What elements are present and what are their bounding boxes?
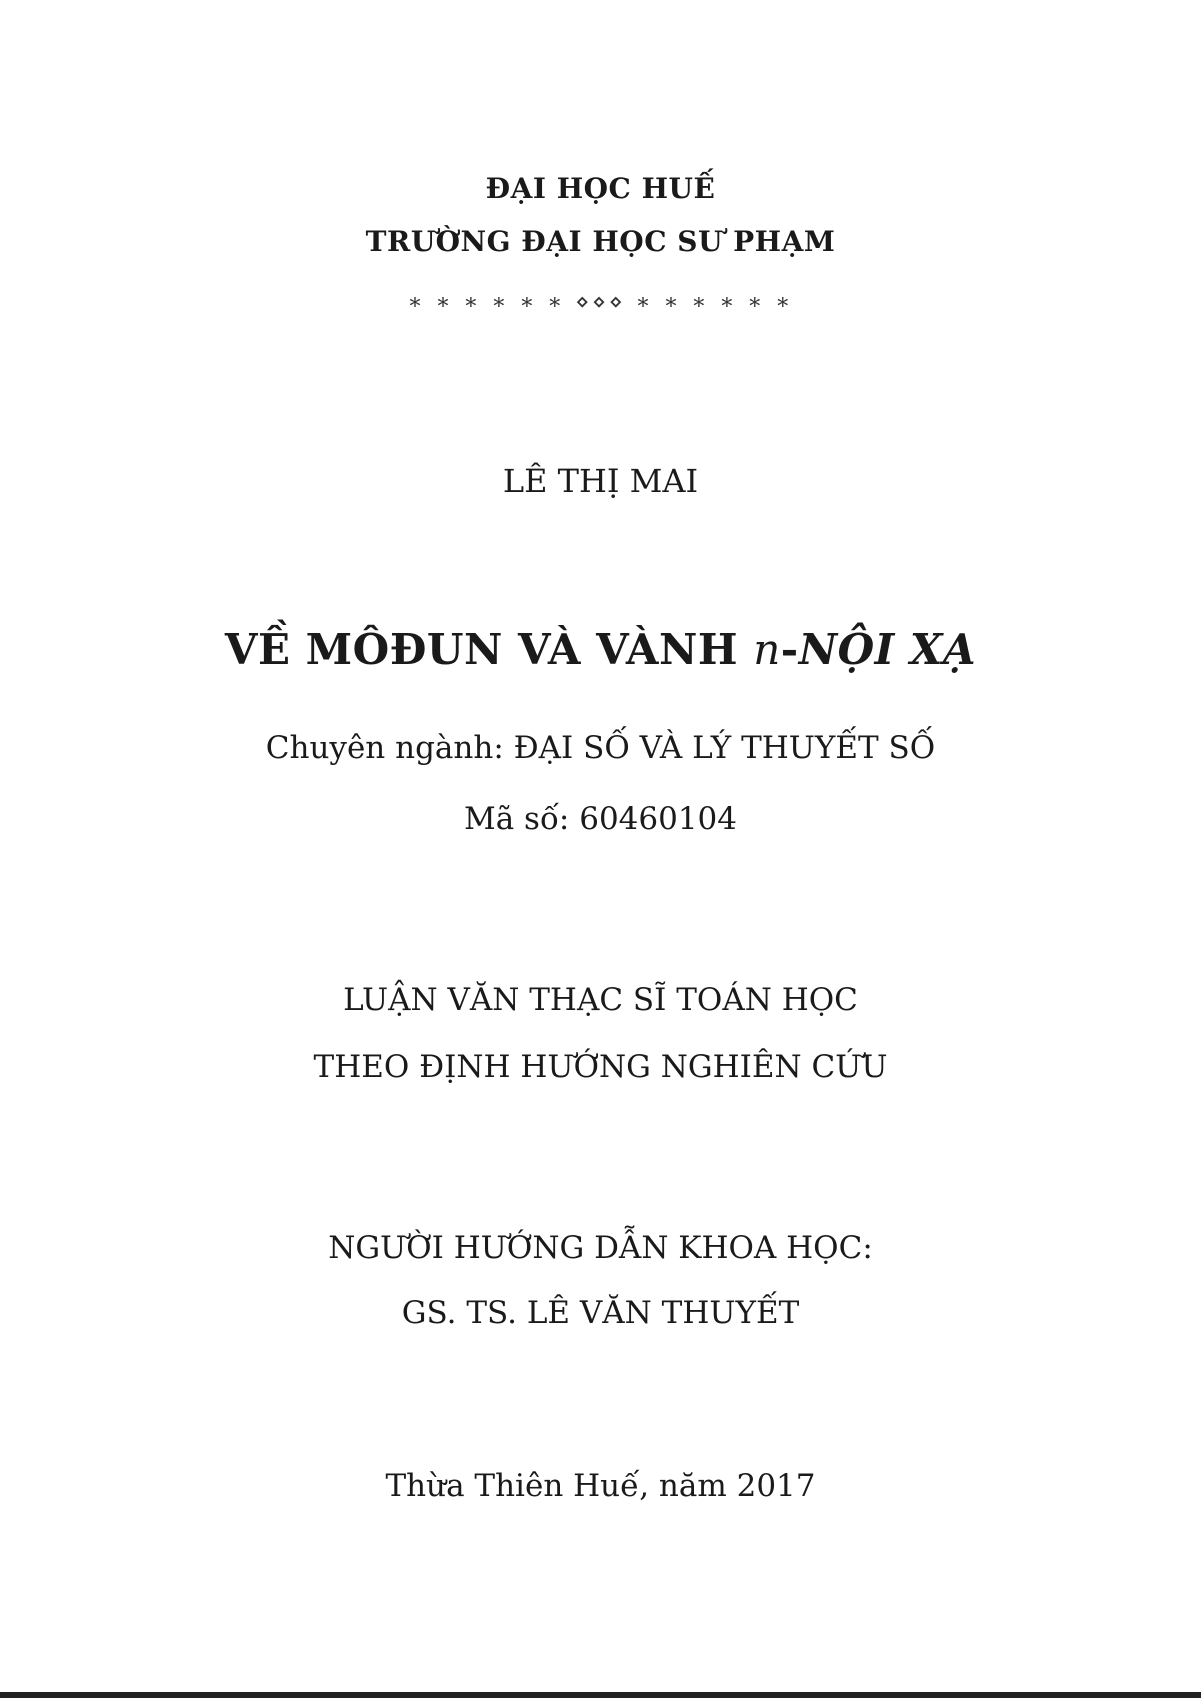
- faculty-name: TRƯỜNG ĐẠI HỌC SƯ PHẠM: [365, 225, 836, 258]
- place-year: Thừa Thiên Huế, năm 2017: [385, 1468, 816, 1504]
- thesis-title: [0, 625, 1201, 674]
- advisor-name: GS. TS. LÊ VĂN THUYẾT: [401, 1295, 800, 1331]
- advisor-label: NGƯỜI HƯỚNG DẪN KHOA HỌC:: [328, 1230, 873, 1266]
- major-field: Chuyên ngành: ĐẠI SỐ VÀ LÝ THUYẾT SỐ: [265, 730, 936, 766]
- thesis-type-line2: THEO ĐỊNH HƯỚNG NGHIÊN CỨU: [313, 1049, 888, 1085]
- title-dash: -: [780, 625, 799, 674]
- bottom-rule: [0, 1692, 1201, 1698]
- title-prefix: VỀ MÔĐUN VÀ VÀNH: [224, 625, 754, 674]
- title-variable: n: [753, 625, 781, 674]
- author-name: LÊ THỊ MAI: [502, 462, 699, 500]
- ornament-divider: ∗ ∗ ∗ ∗ ∗ ∗ ⋄⋄⋄ ∗ ∗ ∗ ∗ ∗ ∗: [407, 290, 794, 315]
- university-name: ĐẠI HỌC HUẾ: [485, 172, 716, 205]
- major-code: Mã số: 60460104: [463, 801, 738, 837]
- thesis-type-line1: LUẬN VĂN THẠC SĨ TOÁN HỌC: [343, 982, 858, 1018]
- title-suffix: NỘI XẠ: [798, 625, 977, 674]
